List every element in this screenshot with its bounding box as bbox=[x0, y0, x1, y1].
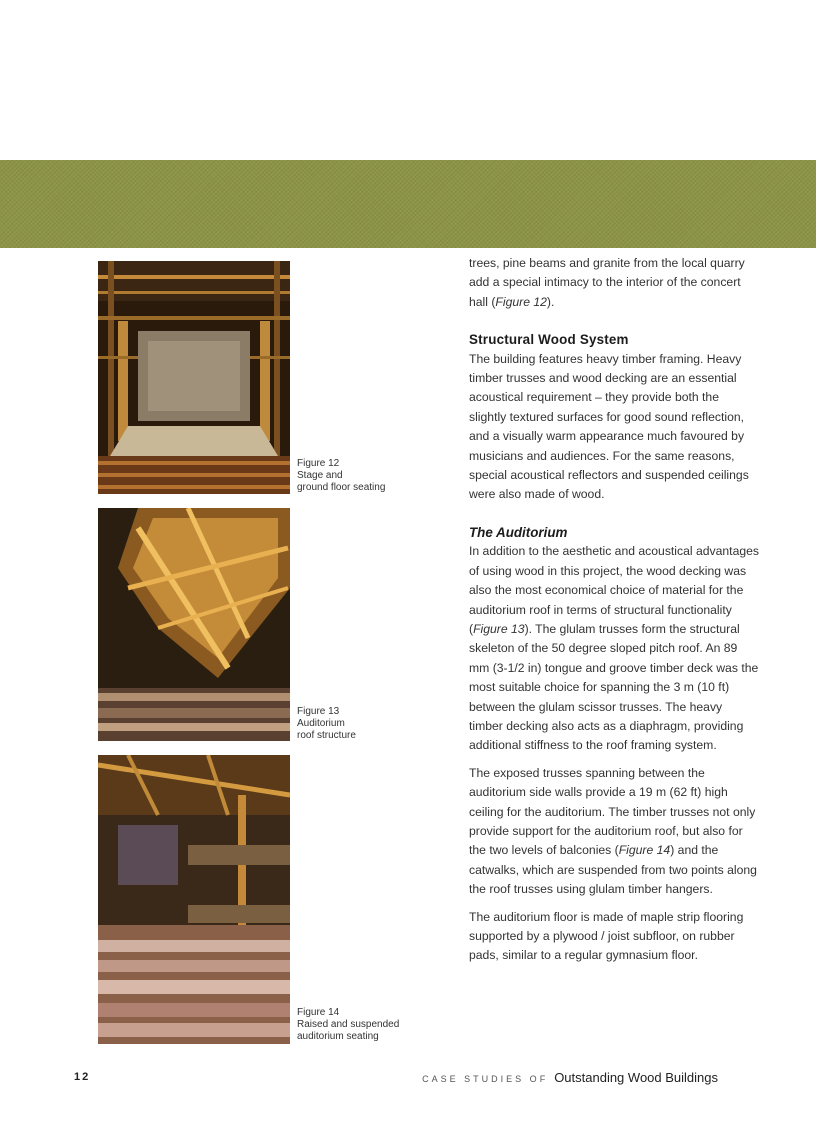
paragraph-spacer bbox=[469, 312, 759, 330]
structural-paragraph: The building features heavy timber framing. Heavy timber trusses and wood decking are an essential acoustical requirement – they provide both the slightly textured surfaces for good sound reflection, and a visually warm appearance much favoured by musicians and audiences. For the same reasons, special acoustical reflectors and suspended ceilings were also made of wood. bbox=[469, 351, 749, 502]
figure-12-photo bbox=[98, 261, 290, 494]
figure-14-photo bbox=[98, 755, 290, 1044]
figure-reference: Figure 14 bbox=[618, 843, 671, 858]
figure-12-caption bbox=[297, 458, 385, 494]
page-number: 12 bbox=[74, 1071, 91, 1083]
figure-12-label: Figure 12 bbox=[297, 458, 340, 469]
footer-series-small: CASE STUDIES OF bbox=[422, 1074, 549, 1084]
figure-reference: Figure 12 bbox=[495, 294, 547, 309]
body-text-column bbox=[469, 254, 759, 966]
figure-14-label: Figure 14 bbox=[297, 1007, 340, 1018]
figure-14-caption-line: Raised and suspended bbox=[297, 1019, 400, 1030]
section-heading-structural-wood-system: Structural Wood System bbox=[469, 332, 629, 348]
figure-13-caption-line: Auditorium bbox=[297, 718, 345, 729]
header-color-band bbox=[0, 160, 816, 248]
figure-12-caption-line: Stage and bbox=[297, 470, 343, 481]
section-heading-the-auditorium: The Auditorium bbox=[469, 524, 568, 540]
auditorium-paragraph-3: The auditorium floor is made of maple strip flooring supported by a plywood / joist subfloor, on rubber pads, similar to a regular gymnasium floor. bbox=[469, 909, 744, 963]
footer-series-title bbox=[422, 1070, 718, 1085]
figure-12-caption-line: ground floor seating bbox=[297, 482, 386, 493]
figure-reference: Figure 13 bbox=[473, 621, 525, 636]
auditorium-paragraph-2: The exposed trusses spanning between the auditorium side walls provide a 19 m (62 ft) high ceiling for the auditorium. The timber trusses not only provide support for the auditorium roof, but also for the two levels of balconies (Figure 14) and the catwalks, which are suspended from two points along the roof trusses using glulam timber hangers. bbox=[469, 765, 757, 897]
paragraph-spacer bbox=[469, 505, 759, 523]
figure-14-caption bbox=[297, 1007, 399, 1043]
figure-13-caption bbox=[297, 706, 356, 742]
auditorium-paragraph-1: In addition to the aesthetic and acoustical advantages of using wood in this project, the wood decking was also the most economical choice of material for the auditorium roof in terms of structural functionality (Figure 13). The glulam trusses form the structural skeleton of the 50 degree sloped pitch roof. An 89 mm (3-1/2 in) tongue and groove timber deck was the most suitable choice for spanning the 3 m (10 ft) between the glulam scissor trusses. The heavy timber decking also acts as a diaphragm, providing additional stiffness to the roof framing system. bbox=[469, 544, 759, 753]
footer-series-main: Outstanding Wood Buildings bbox=[554, 1070, 718, 1085]
figure-13-label: Figure 13 bbox=[297, 706, 340, 717]
figure-13-caption-line: roof structure bbox=[297, 730, 356, 741]
figure-13-photo bbox=[98, 508, 290, 741]
intro-paragraph: trees, pine beams and granite from the local quarry add a special intimacy to the interior of the concert hall (Figure 12). bbox=[469, 256, 745, 309]
figure-14-caption-line: auditorium seating bbox=[297, 1031, 379, 1042]
